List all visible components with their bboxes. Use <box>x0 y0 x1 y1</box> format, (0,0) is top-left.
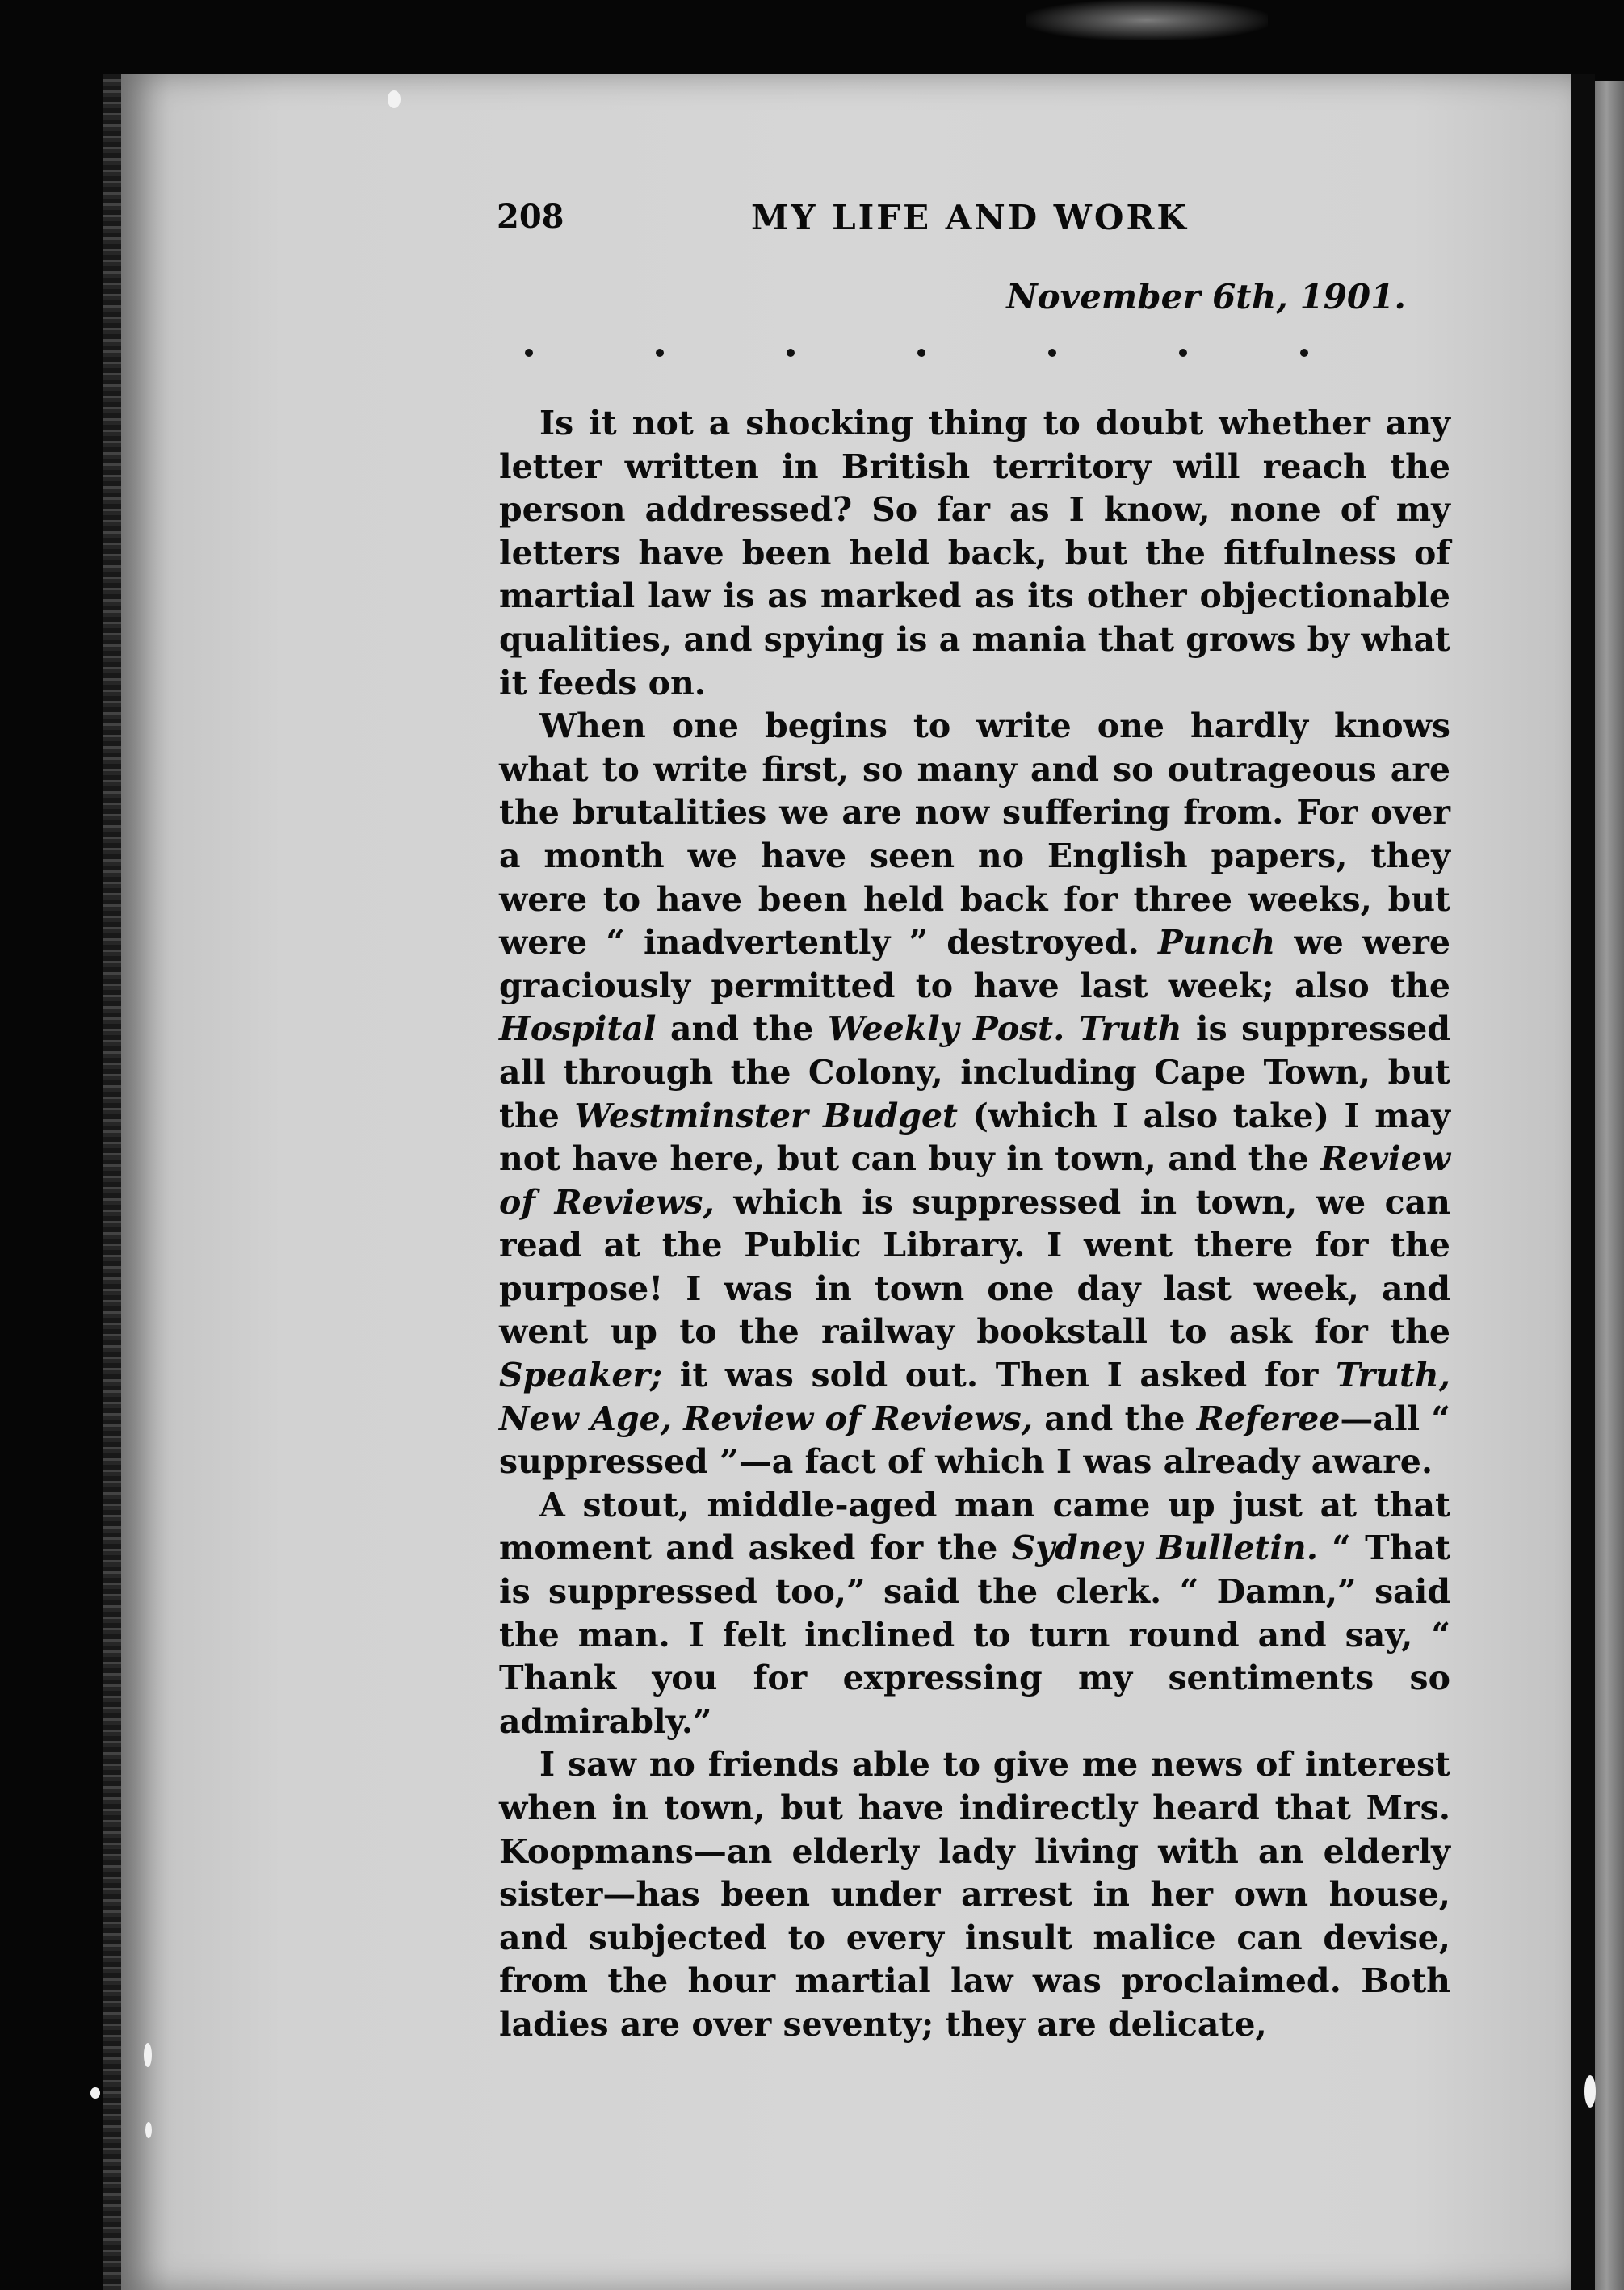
italic-title: Westminster Budget <box>574 1096 958 1135</box>
running-head <box>497 198 1462 246</box>
text-run: we were graciously permitted to have last week; also the <box>499 923 1450 1005</box>
paragraph <box>499 1484 1450 1744</box>
text-run: I saw no friends able to give me news of interest when in town, but have indirectly heard that Mrs. Koopmans—an elderly lady living with an elderly sister—has been under arrest in her own house, and subjected to every insult malice can devise, from the hour martial law was proclaimed. Both ladies are over seventy; they are delicate, <box>499 1745 1450 2044</box>
text-run: and the <box>656 1009 828 1049</box>
text-run: Is it not a shocking thing to doubt whether any letter written in British territory will reach the person addressed? So far as I know, none of my letters have been held back, but the fitfulness of martial law is as marked as its other objectionable qualities, and spying is a mania that grows by what it feeds on. <box>499 404 1450 703</box>
ellipsis-dot <box>1179 349 1187 357</box>
text-run <box>1064 1009 1078 1048</box>
page-number: 208 <box>497 198 564 236</box>
page-right-edge <box>1571 74 1595 2290</box>
text-run: which is suppressed in town, we can read at the Public Library. I went there for the purpose! I was in town one day last week, and went up to the railway bookstall to ask for the <box>499 1182 1450 1352</box>
italic-title: Speaker; <box>499 1356 663 1395</box>
paragraph <box>499 402 1450 705</box>
italic-title: Hospital <box>499 1009 657 1049</box>
text-run: A stout, middle-aged man came up just at that moment and asked for the <box>499 1485 1450 1568</box>
italic-title: Sydney Bulletin. <box>1011 1529 1319 1568</box>
text-run: —all “ suppressed ”—a fact of which I was already aware. <box>499 1399 1450 1482</box>
adjacent-page-strip <box>1595 81 1624 2290</box>
text-run: When one begins to write one hardly knows what to write first, so many and so outrageous are the brutalities we are now suffering from. For over a month we have seen no English papers, they were to have been held back for three weeks, but were “ inadvertently ” destroyed. <box>499 707 1450 963</box>
text-run: and the <box>1033 1399 1197 1438</box>
letter-date: November 6th, 1901. <box>1006 277 1406 317</box>
ellipsis-dot <box>525 349 533 357</box>
paragraph <box>499 1743 1450 2046</box>
italic-title: Weekly Post. <box>827 1009 1065 1049</box>
italic-title: Truth <box>1078 1009 1182 1049</box>
text-run: is suppressed all through the Colony, including Cape Town, but the <box>499 1009 1450 1135</box>
italic-title: Punch <box>1157 923 1276 963</box>
paragraph <box>499 705 1450 1484</box>
ellipsis-dot <box>1300 349 1308 357</box>
book-title: MY LIFE AND WORK <box>751 198 1189 237</box>
text-run: (which I also take) I may not have here, but can buy in town, and the <box>499 1096 1451 1179</box>
letter-body <box>499 402 1450 2047</box>
ellipsis-separator <box>525 338 1332 370</box>
scan-smudge <box>1026 0 1268 40</box>
italic-title: Review of Reviews, <box>499 1139 1450 1222</box>
ellipsis-dot <box>1048 349 1056 357</box>
ellipsis-dot <box>917 349 925 357</box>
text-run: it was sold out. Then I asked for <box>662 1356 1337 1395</box>
ellipsis-dot <box>787 349 795 357</box>
text-run: “ That is suppressed too,” said the clerk. “ Damn,” said the man. I felt inclined to turn round and say, “ Thank you for expressing my sentiments so admirably.” <box>499 1529 1450 1741</box>
italic-title: Referee <box>1196 1399 1341 1438</box>
italic-title: Truth, New Age, Review of Reviews, <box>499 1356 1450 1438</box>
ellipsis-dot <box>656 349 664 357</box>
